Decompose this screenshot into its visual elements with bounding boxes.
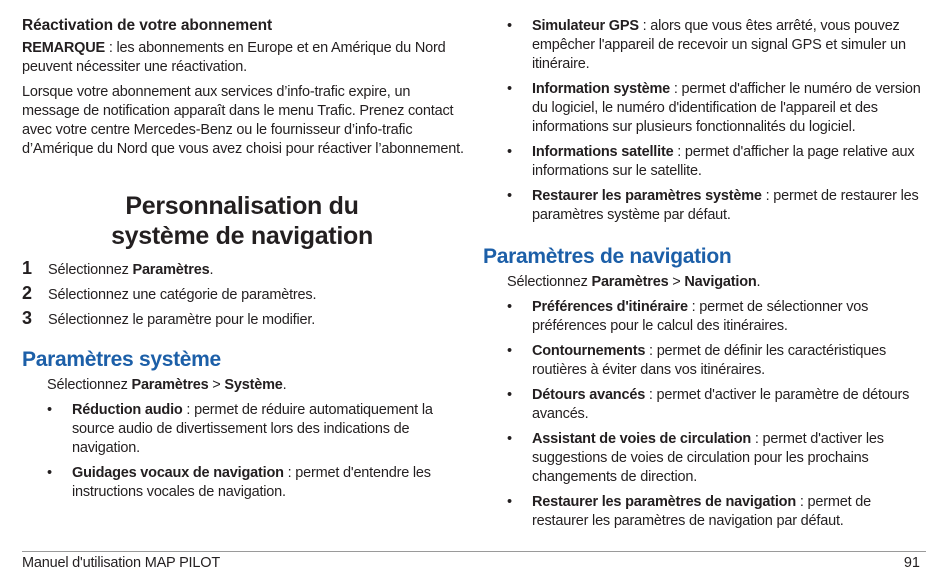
step-text: Sélectionnez une catégorie de paramètres. (48, 287, 317, 303)
bullet-item (506, 493, 926, 531)
bullet-icon: • (507, 144, 512, 160)
bullet-term: Information système (532, 81, 671, 97)
system-settings-heading: Paramètres système (22, 348, 221, 371)
bullet-desc: : permet d'afficher le numéro de version du logiciel, le numéro d'identification de l'appareil et des informations sur plusieurs fonctionnalités du logiciel. (532, 81, 921, 135)
navigation-select-instruction (507, 273, 926, 292)
remark-paragraph (22, 39, 467, 77)
bullet-icon: • (507, 431, 512, 447)
instruction-menu: Paramètres (131, 377, 209, 393)
bullet-term: Informations satellite (532, 144, 674, 160)
instruction-submenu: Navigation (684, 274, 757, 290)
footer-divider (22, 551, 926, 552)
page-title-line-1: Personnalisation du (125, 192, 359, 220)
bullet-desc: : permet de restaurer les paramètres système par défaut. (532, 188, 919, 223)
bullet-term: Assistant de voies de circulation (532, 431, 752, 447)
navigation-settings-heading: Paramètres de navigation (483, 245, 732, 268)
system-select-instruction (47, 376, 467, 395)
bullet-term: Restaurer les paramètres de navigation (532, 494, 796, 510)
bullet-icon: • (507, 188, 512, 204)
bullet-desc: : permet de sélectionner vos préférences pour le calcul des itinéraires. (532, 299, 869, 334)
instruction-end: . (282, 377, 287, 393)
bullet-desc: : permet d'afficher la page relative aux informations sur le satellite. (532, 144, 915, 179)
step-number: 3 (22, 308, 32, 328)
page-title-line-2: système de navigation (111, 222, 373, 250)
bullet-desc: : permet d'entendre les instructions vocales de navigation. (72, 465, 431, 500)
bullet-desc: : permet de restaurer les paramètres de navigation par défaut. (532, 494, 871, 529)
bullet-item (22, 401, 467, 458)
reactivation-heading: Réactivation de votre abonnement (22, 17, 273, 34)
instruction-text: Sélectionnez (47, 377, 132, 393)
bullet-term: Guidages vocaux de navigation (72, 465, 284, 481)
bullet-icon: • (507, 299, 512, 315)
instruction-submenu: Système (224, 377, 283, 393)
bullet-desc: : alors que vous êtes arrêté, vous pouvez empêcher l'appareil de recevoir un signal GPS et simuler un itinéraire. (532, 18, 906, 72)
bullet-item (506, 187, 926, 225)
instruction-separator: > (668, 274, 685, 290)
bullet-term: Restaurer les paramètres système (532, 188, 762, 204)
footer-manual-title: Manuel d'utilisation MAP PILOT (22, 555, 220, 571)
system-bullets (22, 401, 467, 502)
bullet-item (506, 17, 926, 74)
step-number: 2 (22, 283, 32, 303)
bullet-term: Préférences d'itinéraire (532, 299, 688, 315)
step-text: Sélectionnez le paramètre pour le modifier. (48, 312, 316, 328)
bullet-term: Simulateur GPS (532, 18, 639, 34)
bullet-icon: • (507, 343, 512, 359)
instruction-text: Sélectionnez (507, 274, 592, 290)
bullet-term: Contournements (532, 343, 646, 359)
bullet-icon: • (507, 494, 512, 510)
instruction-separator: > (208, 377, 225, 393)
step-text: Sélectionnez (48, 262, 133, 278)
instruction-menu: Paramètres (591, 274, 669, 290)
page-title (22, 191, 462, 251)
bullet-term: Détours avancés (532, 387, 646, 403)
bullet-item (506, 430, 926, 487)
bullet-desc: : permet d'activer le paramètre de détours avancés. (532, 387, 910, 422)
step-post: . (209, 262, 214, 278)
right-column (483, 17, 926, 537)
bullet-term: Réduction audio (72, 402, 183, 418)
bullet-desc: : permet de définir les caractéristiques routières à éviter dans vos itinéraires. (532, 343, 887, 378)
bullet-item (22, 464, 467, 502)
bullet-item (506, 342, 926, 380)
step-item (22, 283, 467, 311)
bullet-item (506, 298, 926, 336)
bullet-item (506, 386, 926, 424)
step-item (22, 258, 467, 286)
step-item (22, 308, 467, 336)
steps-list (22, 258, 467, 336)
bullet-desc: : permet de réduire automatiquement la source audio de divertissement lors des indications de navigation. (72, 402, 433, 456)
navigation-bullets (506, 298, 926, 531)
bullet-icon: • (47, 402, 52, 418)
bullet-desc: : permet d'activer les suggestions de voies de circulation pour les prochains changements de direction. (532, 431, 884, 485)
bullet-icon: • (507, 387, 512, 403)
bullet-item (506, 80, 926, 137)
step-bold: Paramètres (132, 262, 210, 278)
left-column (22, 0, 467, 508)
remark-label: REMARQUE (22, 40, 105, 56)
instruction-end: . (756, 274, 761, 290)
remark-text: : les abonnements en Europe et en Amérique du Nord peuvent nécessiter une réactivation. (22, 40, 446, 75)
bullet-icon: • (47, 465, 52, 481)
step-number: 1 (22, 258, 32, 278)
footer-page-number: 91 (903, 555, 920, 571)
reactivation-paragraph: Lorsque votre abonnement aux services d’info-trafic expire, un message de notification apparaît dans le menu Trafic. Prenez contact avec votre centre Mercedes-Benz ou le fournisseur d’info-trafic d’Amérique du Nord que vous avez choisi pour réactiver l’abonnement. (22, 84, 464, 157)
system-bullets-continued (506, 17, 926, 225)
bullet-item (506, 143, 926, 181)
bullet-icon: • (507, 18, 512, 34)
bullet-icon: • (507, 81, 512, 97)
